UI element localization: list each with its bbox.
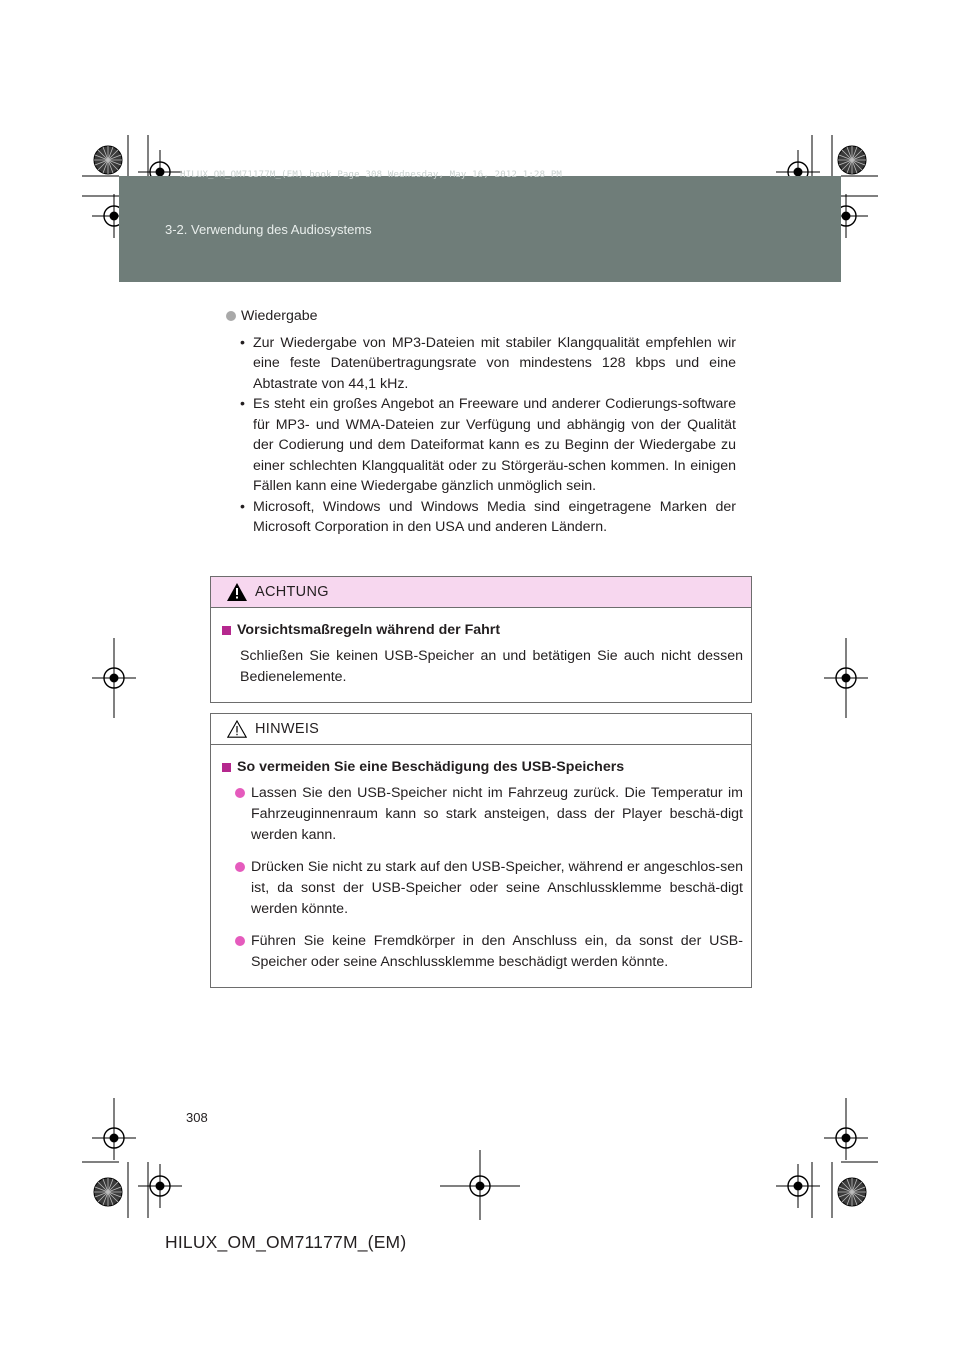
- pink-bullet-icon: [235, 788, 245, 798]
- page-number: 308: [186, 1110, 208, 1125]
- square-bullet-icon: [222, 626, 231, 635]
- playback-heading-text: Wiedergabe: [241, 308, 318, 324]
- notice-heading: [222, 757, 743, 778]
- section-title: 3-2. Verwendung des Audiosystems: [165, 222, 372, 237]
- notice-box: [210, 713, 752, 988]
- notice-item-text: Drücken Sie nicht zu stark auf den USB-Speicher, während er angeschlos-sen ist, da sonst der USB-Speicher oder seine Anschlussklemme beschä-digt werden könnte.: [251, 859, 743, 917]
- notice-label: HINWEIS: [255, 721, 320, 737]
- gray-bullet-icon: [226, 311, 236, 321]
- caution-text: Schließen Sie keinen USB-Speicher an und betätigen Sie auch nicht dessen Bedienelemente.: [240, 648, 743, 685]
- caution-box: [210, 576, 752, 703]
- caution-label: ACHTUNG: [255, 584, 329, 600]
- caution-header: [211, 577, 751, 608]
- list-item: • Zur Wiedergabe von MP3-Dateien mit stabiler Klangqualität empfehlen wir eine feste Datenübertragungsrate von mindestens 128 kbps und eine Abtastrate von 44,1 kHz.: [240, 333, 736, 395]
- list-item: [233, 857, 743, 920]
- notice-header: [211, 714, 751, 745]
- pink-bullet-icon: [235, 862, 245, 872]
- square-bullet-icon: [222, 763, 231, 772]
- caution-heading-text: Vorsichtsmaßregeln während der Fahrt: [237, 622, 501, 638]
- list-item: [233, 783, 743, 846]
- list-item: [233, 931, 743, 973]
- playback-heading: [226, 306, 736, 327]
- pink-bullet-icon: [235, 936, 245, 946]
- list-item: • Microsoft, Windows und Windows Media sind eingetragene Marken der Microsoft Corporation in den USA und anderen Ländern.: [240, 497, 736, 538]
- notice-item-text: Führen Sie keine Fremdkörper in den Anschluss ein, da sonst der USB-Speicher oder seine Anschlussklemme beschädigt werden könnte.: [251, 933, 743, 970]
- document-code: HILUX_OM_OM71177M_(EM): [165, 1232, 407, 1252]
- notice-item-text: Lassen Sie den USB-Speicher nicht im Fahrzeug zurück. Die Temperatur im Fahrzeuginnenraum kann so stark ansteigen, dass der Player beschä-digt werden kann.: [251, 785, 743, 843]
- warning-triangle-icon: [227, 583, 247, 601]
- main-content: [226, 306, 736, 538]
- print-info-line: HILUX_OM_OM71177M_(EM).book Page 308 Wednesday, May 16, 2012 1:28 PM: [180, 170, 563, 180]
- caution-body: [211, 608, 751, 702]
- notice-body: [211, 745, 751, 987]
- list-item: • Es steht ein großes Angebot an Freeware und anderer Codierungs-software für MP3- und WMA-Dateien zur Verfügung und abhängig von der Qualität der Codierung und dem Dateiformat kann es zu Beginn der Wiedergabe zu einer schlechten Klangqualität oder zu Störgeräu-schen kommen. In einigen Fällen kann eine Wiedergabe gänzlich unmöglich sein.: [240, 394, 736, 497]
- playback-list: [240, 333, 736, 538]
- notice-triangle-icon: [227, 720, 247, 738]
- notice-heading-text: So vermeiden Sie eine Beschädigung des USB-Speichers: [237, 759, 625, 775]
- caution-heading: [222, 620, 743, 641]
